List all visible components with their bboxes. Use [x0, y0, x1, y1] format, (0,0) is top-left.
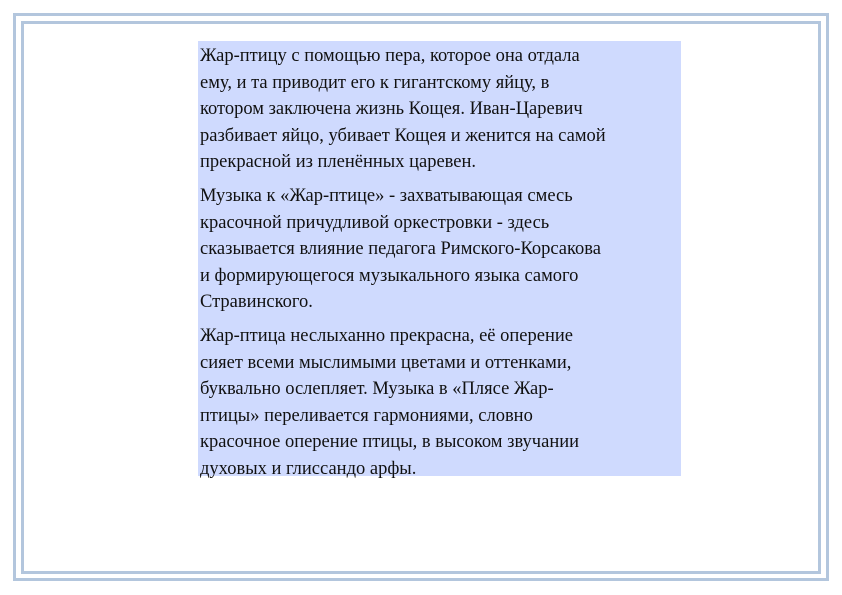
text-box: [198, 41, 681, 479]
text-line: птицы» переливается гармониями, словно: [200, 405, 533, 426]
text-line: Жар-птица неслыханно прекрасна, её оперение: [200, 325, 573, 346]
text-line: Музыка к «Жар-птице» - захватывающая смесь: [200, 185, 573, 206]
text-line: ему, и та приводит его к гигантскому яйцу, в: [200, 72, 550, 93]
text-line: Стравинского.: [200, 292, 313, 313]
paragraph-3: [200, 323, 679, 483]
text-line: красочное оперение птицы, в высоком звучании: [200, 432, 580, 453]
text-line: котором заключена жизнь Кощея. Иван-Царевич: [200, 99, 583, 120]
text-line: сияет всеми мыслимыми цветами и оттенками,: [200, 352, 572, 373]
paragraph-1: [200, 43, 679, 176]
text-line: сказывается влияние педагога Римского-Корсакова: [200, 239, 602, 260]
text-line: разбивает яйцо, убивает Кощея и женится на самой: [200, 125, 606, 146]
text-line: духовых и глиссандо арфы.: [200, 458, 417, 479]
text-line: буквально ослепляет. Музыка в «Плясе Жар-: [200, 379, 554, 400]
text-line: Жар-птицу с помощью пера, которое она отдала: [200, 46, 580, 66]
paragraph-2: [200, 183, 679, 316]
text-line: прекрасной из пленённых царевен.: [200, 152, 477, 173]
text-line: и формирующегося музыкального языка самого: [200, 265, 579, 286]
text-line: красочной причудливой оркестровки - здесь: [200, 212, 550, 233]
